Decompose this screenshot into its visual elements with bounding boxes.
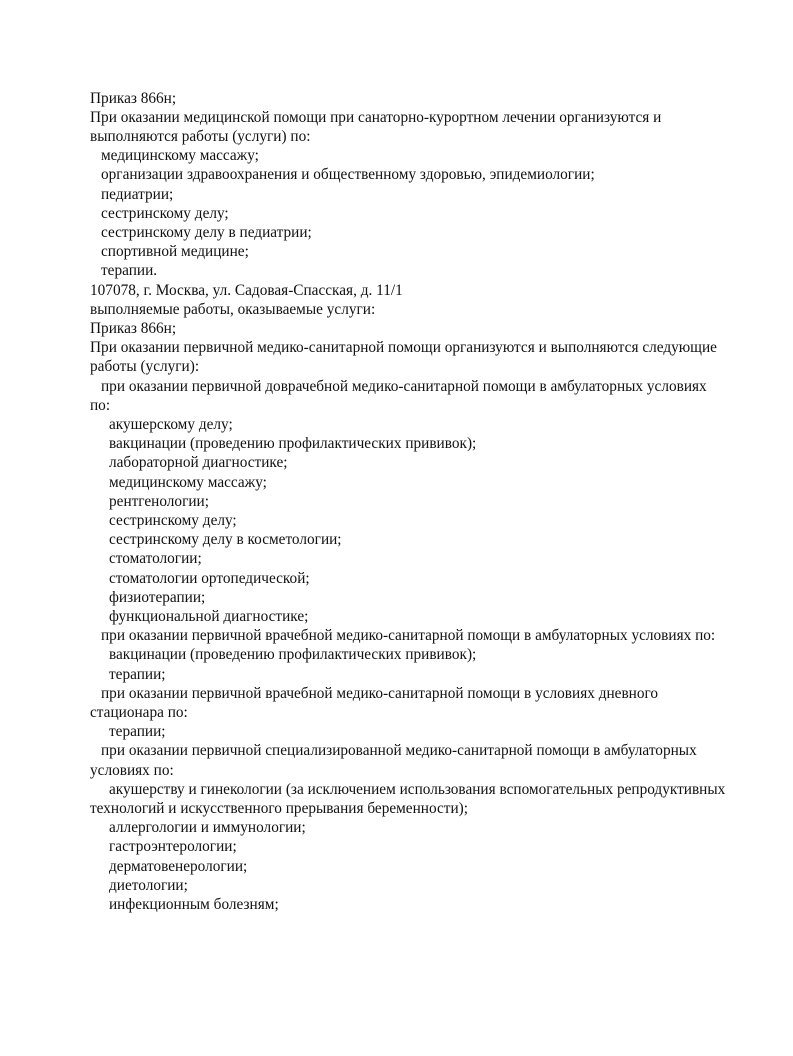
service-item: акушерству и гинекологии (за исключением использования вспомогательных репродуктивных [109,781,726,798]
service-item: терапии; [109,666,166,683]
service-item: вакцинации (проведению профилактических прививок); [109,435,477,452]
service-item: лабораторной диагностике; [109,454,288,471]
service-item: аллергологии и иммунологии; [109,819,306,836]
service-item: физиотерапии; [109,589,206,606]
service-item: сестринскому делу; [101,205,229,222]
order-reference: Приказ 866н; [90,90,177,107]
service-item: гастроэнтерологии; [109,838,237,855]
service-item: функциональной диагностике; [109,608,309,625]
service-item: организации здравоохранения и общественному здоровью, эпидемиологии; [101,166,595,183]
service-item: технологий и искусственного прерывания беременности); [90,800,469,817]
service-item: дерматовенерологии; [109,858,248,875]
group-heading: стационара по: [90,704,188,721]
group-heading: при оказании первичной специализированной медико-санитарной помощи в амбулаторных [101,742,697,759]
service-item: инфекционным болезням; [109,896,279,913]
service-item: медицинскому массажу; [109,474,267,491]
section-intro-line: работы (услуги): [90,358,200,375]
group-heading: по: [90,397,111,414]
section-intro-line: При оказании первичной медико-санитарной помощи организуются и выполняются следующие [90,339,717,356]
service-item: педиатрии; [101,186,174,203]
section-intro-line: При оказании медицинской помощи при санаторно-курортном лечении организуются и [90,109,662,126]
service-item: сестринскому делу в косметологии; [109,531,342,548]
service-item: сестринскому делу; [109,512,237,529]
service-item: сестринскому делу в педиатрии; [101,224,312,241]
service-item: акушерскому делу; [109,416,233,433]
service-item: стоматологии; [109,550,202,567]
section-intro-line: выполняются работы (услуги) по: [90,128,311,145]
service-item: рентгенологии; [109,493,209,510]
group-heading: при оказании первичной врачебной медико-санитарной помощи в амбулаторных условиях по: [101,627,716,644]
service-item: спортивной медицине; [101,243,249,260]
order-reference: Приказ 866н; [90,320,177,337]
group-heading: условиях по: [90,762,174,779]
works-label: выполняемые работы, оказываемые услуги: [90,301,376,318]
group-heading: при оказании первичной врачебной медико-санитарной помощи в условиях дневного [101,685,659,702]
group-heading: при оказании первичной доврачебной медико-санитарной помощи в амбулаторных условиях [101,378,707,395]
address: 107078, г. Москва, ул. Садовая-Спасская, д. 11/1 [90,282,403,299]
service-item: стоматологии ортопедической; [109,570,310,587]
service-item: диетологии; [109,877,188,894]
service-item: медицинскому массажу; [101,147,259,164]
service-item: терапии; [109,723,166,740]
service-item: вакцинации (проведению профилактических прививок); [109,646,477,663]
service-item: терапии. [101,262,158,279]
